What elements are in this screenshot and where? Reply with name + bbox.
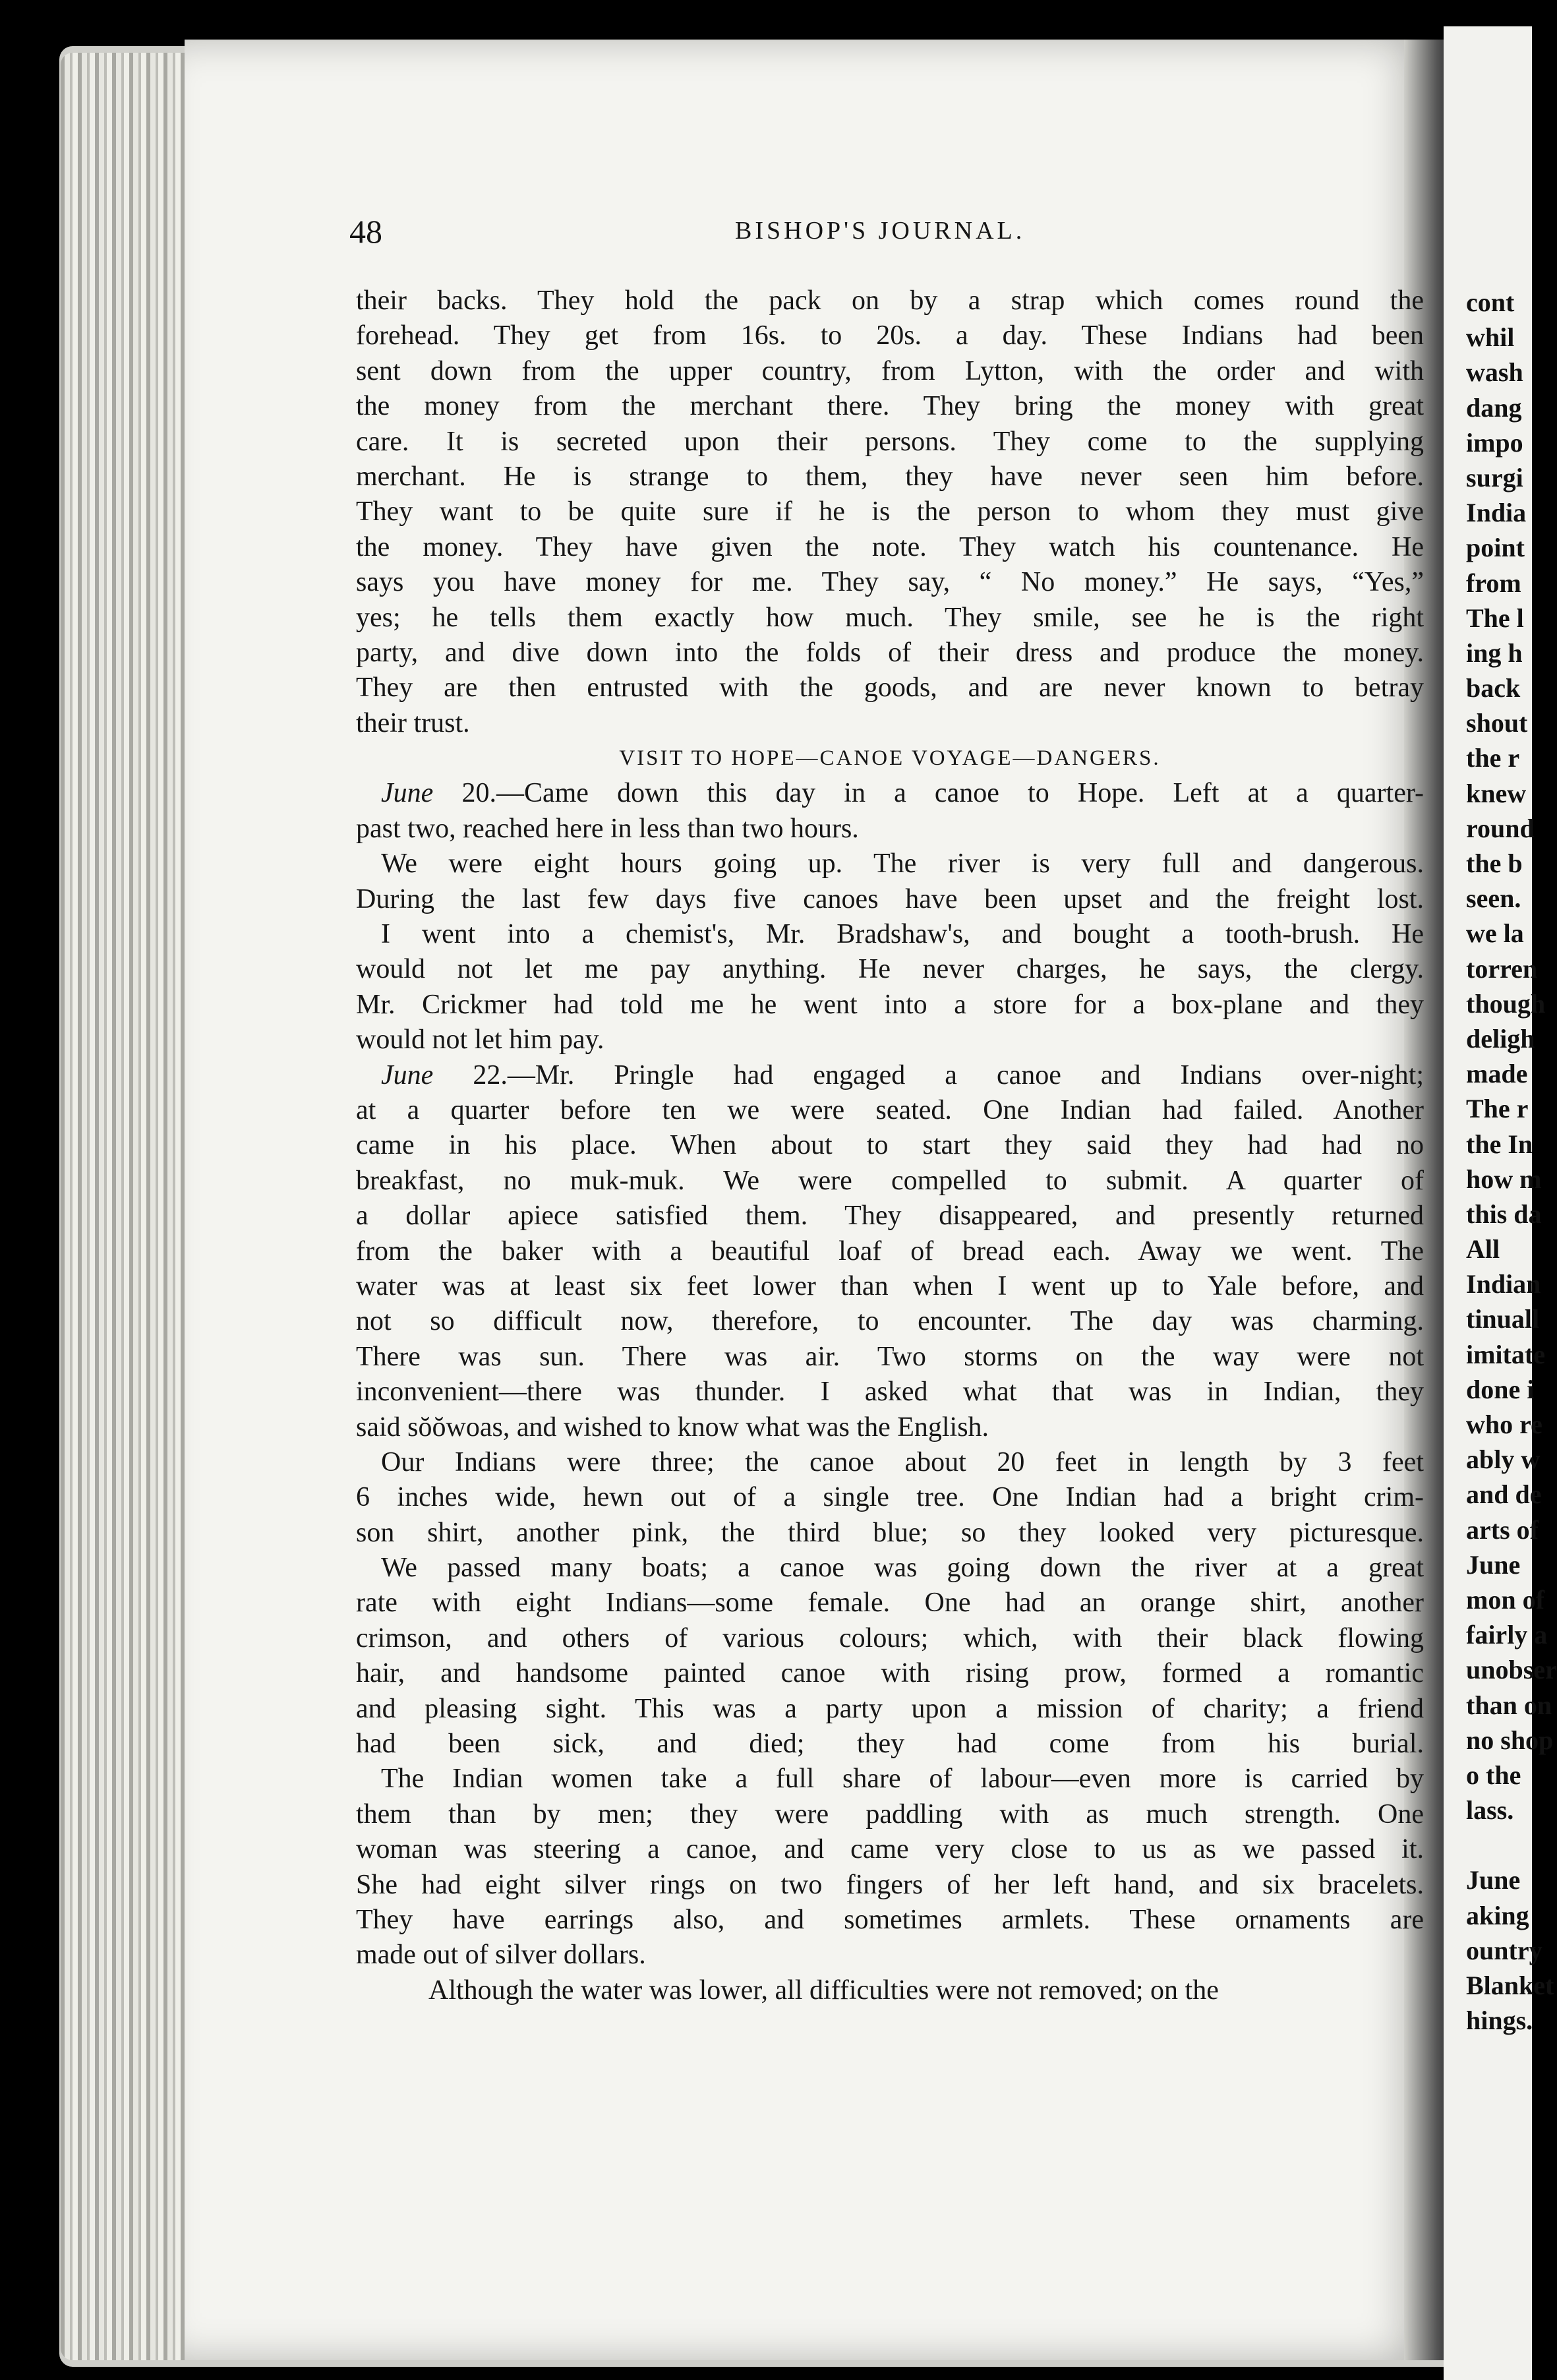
text-line: The Indian women take a full share of labour—even more is carried by <box>381 1764 1424 1795</box>
facing-text-fragment <box>1466 1828 1557 1862</box>
facing-text-fragment: Blanket <box>1466 1971 1554 2000</box>
text-line: says you have money for me. They say, “ No money.” He says, “Yes,” <box>356 567 1424 598</box>
text-line: VISIT TO HOPE—CANOE VOYAGE—DANGERS. <box>619 746 1161 771</box>
facing-text-fragment: whil <box>1466 322 1515 353</box>
text-line: rate with eight Indians—some female. One had an orange shirt, another <box>356 1588 1424 1619</box>
text-line: made out of silver dollars. <box>356 1940 646 1971</box>
text-line: Although the water was lower, all difficulties were not removed; on the <box>428 1975 1219 2006</box>
facing-text-fragment: wash <box>1466 357 1523 388</box>
facing-text-fragment: the In <box>1466 1129 1533 1159</box>
facing-text-fragment: surgi <box>1466 462 1523 492</box>
facing-text-fragment: we la <box>1466 918 1524 949</box>
facing-text-fragment: cont <box>1466 287 1515 317</box>
facing-text-fragment: shout <box>1466 708 1528 738</box>
facing-text-fragment: unobser <box>1466 1655 1557 1685</box>
facing-page <box>1444 26 1557 2380</box>
text-line: During the last few days five canoes have been upset and the freight lost. <box>356 883 1424 914</box>
text-line: She had eight silver rings on two fingers of her left hand, and six bracelets. <box>356 1869 1424 1900</box>
facing-text-fragment: Indian <box>1466 1269 1541 1299</box>
facing-text-fragment: torren <box>1466 953 1538 984</box>
facing-text-fragment: June <box>1466 1865 1521 1895</box>
text-line: June 22.—Mr. Pringle had engaged a canoe and Indians over-night; <box>381 1059 1424 1090</box>
facing-text-fragment: and de <box>1466 1479 1542 1510</box>
facing-text-fragment: ably w <box>1466 1444 1541 1475</box>
facing-text-fragment: point <box>1466 533 1525 563</box>
text-line: We were eight hours going up. The river is very full and dangerous. <box>381 848 1424 879</box>
text-line: a dollar apiece satisfied them. They disappeared, and presently returned <box>356 1201 1424 1232</box>
text-line: They are then entrusted with the goods, and are never known to betray <box>356 672 1424 703</box>
facing-text-fragment: back <box>1466 673 1521 703</box>
facing-text-fragment: imitate <box>1466 1339 1545 1369</box>
facing-text-fragment: round <box>1466 813 1535 843</box>
facing-text-fragment: The l <box>1466 603 1524 633</box>
text-line: inconvenient—there was thunder. I asked what that was in Indian, they <box>356 1377 1424 1408</box>
facing-text-fragment: no shop <box>1466 1725 1554 1755</box>
running-head: BISHOP'S JOURNAL. <box>735 217 1026 245</box>
facing-text-fragment: All <box>1466 1234 1500 1264</box>
text-line: We passed many boats; a canoe was going down the river at a great <box>381 1553 1424 1584</box>
facing-text-fragment: from <box>1466 568 1521 598</box>
text-line: the money. They have given the note. They watch his countenance. He <box>356 531 1424 562</box>
facing-text-fragment: dang <box>1466 392 1522 423</box>
text-line: Our Indians were three; the canoe about 20 feet in length by 3 feet <box>381 1446 1424 1477</box>
facing-text-fragment: fairly a <box>1466 1620 1548 1650</box>
text-line: forehead. They get from 16s. to 20s. a day. These Indians had been <box>356 320 1424 351</box>
text-line: yes; he tells them exactly how much. They smile, see he is the right <box>356 602 1424 633</box>
facing-text-fragment: knew <box>1466 778 1527 808</box>
text-line: breakfast, no muk-muk. We were compelled to submit. A quarter of <box>356 1165 1424 1196</box>
page-number: 48 <box>349 213 382 250</box>
text-line: woman was steering a canoe, and came very close to us as we passed it. <box>356 1834 1424 1865</box>
text-line: June 20.—Came down this day in a canoe to Hope. Left at a quarter- <box>381 778 1424 809</box>
facing-text-fragment: mon of <box>1466 1584 1544 1615</box>
text-line: at a quarter before ten we were seated. One Indian had failed. Another <box>356 1094 1424 1125</box>
text-line: I went into a chemist's, Mr. Bradshaw's, and bought a tooth-brush. He <box>381 919 1424 950</box>
facing-text-fragment: seen. <box>1466 883 1521 914</box>
facing-text-fragment: made <box>1466 1059 1528 1089</box>
text-line: and pleasing sight. This was a party upon a mission of charity; a friend <box>356 1693 1424 1724</box>
body-text <box>356 283 1424 2008</box>
text-line: 6 inches wide, hewn out of a single tree. One Indian had a bright crim- <box>356 1482 1424 1513</box>
facing-text-fragment: The r <box>1466 1094 1529 1124</box>
facing-text-fragment: arts of <box>1466 1514 1539 1545</box>
text-line: There was sun. There was air. Two storms on the way were not <box>356 1341 1424 1372</box>
text-line: would not let him pay. <box>356 1025 604 1056</box>
facing-text-fragment: who re <box>1466 1410 1542 1439</box>
text-line: son shirt, another pink, the third blue; so they looked very picturesque. <box>356 1517 1424 1548</box>
facing-text-fragment: impo <box>1466 427 1523 458</box>
text-line: had been sick, and died; they had come from his burial. <box>356 1729 1424 1760</box>
text-line: their trust. <box>356 707 470 738</box>
facing-text-fragment: this da <box>1466 1199 1542 1229</box>
text-line: not so difficult now, therefore, to encounter. The day was charming. <box>356 1306 1424 1337</box>
text-line: past two, reached here in less than two hours. <box>356 813 859 844</box>
facing-text-fragment: lass. <box>1466 1795 1514 1826</box>
facing-text-fragment: India <box>1466 498 1527 528</box>
facing-text-fragment: the b <box>1466 848 1523 878</box>
text-line: merchant. He is strange to them, they have never seen him before. <box>356 461 1424 492</box>
text-line: party, and dive down into the folds of their dress and produce the money. <box>356 637 1424 668</box>
text-line: crimson, and others of various colours; which, with their black flowing <box>356 1622 1424 1653</box>
facing-text-fragment: though <box>1466 988 1546 1019</box>
text-line: care. It is secreted upon their persons. They come to the supplying <box>356 426 1424 457</box>
facing-page-text <box>1466 285 1557 2038</box>
text-line: said sŏŏwoas, and wished to know what was the English. <box>356 1412 989 1443</box>
text-line: their backs. They hold the pack on by a strap which comes round the <box>356 285 1424 316</box>
text-line: the money from the merchant there. They bring the money with great <box>356 391 1424 422</box>
text-line: They want to be quite sure if he is the person to whom they must give <box>356 496 1424 527</box>
facing-text-fragment: tinuall <box>1466 1304 1540 1334</box>
facing-text-fragment: how m <box>1466 1164 1542 1194</box>
text-line: They have earrings also, and sometimes armlets. These ornaments are <box>356 1904 1424 1935</box>
text-line: water was at least six feet lower than when I went up to Yale before, and <box>356 1270 1424 1301</box>
facing-text-fragment: deligh <box>1466 1023 1535 1054</box>
facing-text-fragment: the r <box>1466 743 1520 773</box>
facing-text-fragment: ing h <box>1466 638 1523 668</box>
text-line: hair, and handsome painted canoe with rising prow, formed a romantic <box>356 1658 1424 1689</box>
facing-text-fragment: o the <box>1466 1760 1521 1790</box>
facing-text-fragment: hings. <box>1466 2006 1533 2036</box>
facing-text-fragment: June <box>1466 1549 1521 1580</box>
text-line: would not let me pay anything. He never charges, he says, the clergy. <box>356 954 1424 985</box>
facing-text-fragment: than on <box>1466 1690 1552 1720</box>
facing-text-fragment: aking <box>1466 1900 1529 1930</box>
text-line: from the baker with a beautiful loaf of bread each. Away we went. The <box>356 1235 1424 1266</box>
page-header <box>349 212 1417 252</box>
facing-text-fragment: ountry <box>1466 1935 1542 1965</box>
text-line: Mr. Crickmer had told me he went into a store for a box-plane and they <box>356 989 1424 1020</box>
text-line: came in his place. When about to start they said they had had no <box>356 1130 1424 1161</box>
facing-text-fragment: done i <box>1466 1374 1535 1404</box>
text-line: sent down from the upper country, from Lytton, with the order and with <box>356 355 1424 386</box>
text-line: them than by men; they were paddling with as much strength. One <box>356 1799 1424 1830</box>
